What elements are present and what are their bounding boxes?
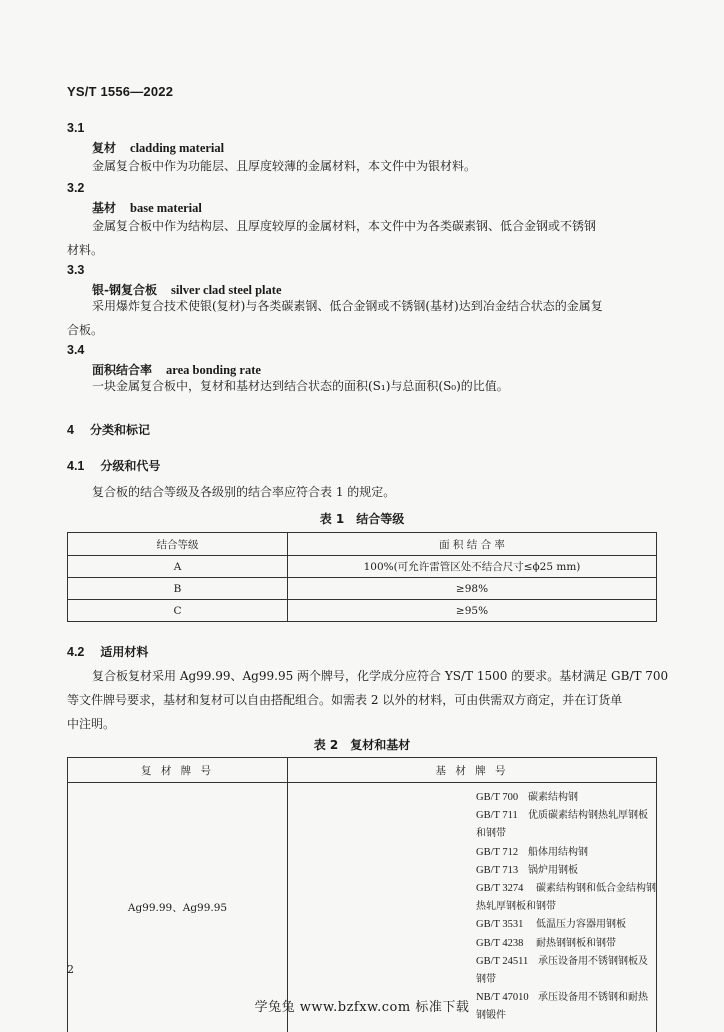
- term-en: base material: [130, 201, 202, 215]
- section-4-2-text-line3: 中注明。: [67, 717, 116, 731]
- watermark-footer: 学兔兔 www.bzfxw.com 标准下载: [254, 1000, 470, 1015]
- table-1-bonding-grade: [67, 532, 657, 622]
- table-header-cell: 结合等级: [68, 533, 288, 556]
- table-header-row: [68, 758, 657, 783]
- section-number: 4: [67, 423, 74, 437]
- section-4-2-heading: [67, 643, 148, 660]
- caption-title: 复材和基材: [350, 738, 411, 752]
- term-3-1-number: 3.1: [67, 121, 85, 135]
- page-number: 2: [67, 963, 74, 976]
- term-3-4-number: 3.4: [67, 343, 85, 357]
- section-4-heading: [67, 421, 150, 438]
- term-en: silver clad steel plate: [170, 283, 282, 297]
- grade-cell: C: [68, 600, 288, 622]
- caption-title: 结合等级: [356, 512, 405, 526]
- rate-cell: 100%(可允许雷管区处不结合尺寸≤ϕ25 mm): [288, 556, 657, 578]
- standard-code: GB/T 700: [476, 792, 519, 803]
- table-1-caption: [0, 510, 724, 527]
- clad-grade-cell: Ag99.99、Ag99.95: [68, 783, 288, 1032]
- list-item: [476, 880, 656, 916]
- base-grade-cell: [288, 783, 657, 1032]
- table-row: [68, 578, 657, 600]
- section-4-1-heading: [67, 457, 160, 474]
- table-header-cell: 面 积 结 合 率: [288, 533, 657, 556]
- standard-name: 耐热钢钢板和钢带: [536, 937, 616, 949]
- standard-name: 锅炉用钢板: [528, 864, 578, 876]
- term-zh: 复材: [92, 141, 117, 155]
- section-4-1-text: 复合板的结合等级及各级别的结合率应符合表 1 的规定。: [92, 485, 396, 499]
- term-3-3-definition-line1: 采用爆炸复合技术使银(复材)与各类碳素钢、低合金钢或不锈钢(基材)达到冶金结合状态的金属复: [92, 299, 603, 313]
- table-2-caption: [0, 736, 724, 753]
- standard-code: GB/T 3274: [476, 883, 524, 895]
- table-row: [68, 556, 657, 578]
- table-row: [68, 783, 657, 1032]
- term-en: cladding material: [130, 141, 225, 155]
- term-3-2-definition-line2: 材料。: [67, 243, 104, 257]
- term-3-1-definition: 金属复合板中作为功能层、且厚度较薄的金属材料，本文件中为银材料。: [92, 159, 477, 173]
- term-3-2-definition-line1: 金属复合板中作为结构层、且厚度较厚的金属材料，本文件中为各类碳素钢、低合金钢或不锈钢: [92, 219, 597, 233]
- list-item: [476, 916, 656, 934]
- term-3-3-number: 3.3: [67, 263, 85, 277]
- section-number: 4.1: [67, 459, 85, 473]
- standard-name: 承压设备用不锈钢和耐热钢锻件: [476, 992, 648, 1022]
- standard-name: 碳素结构钢: [528, 792, 578, 803]
- section-title: 分类和标记: [89, 423, 150, 437]
- standard-name: 优质碳素结构钢热轧厚钢板和钢带: [476, 810, 648, 840]
- list-item: [476, 789, 656, 807]
- section-4-2-text-line2: 等文件牌号要求，基材和复材可以自由搭配组合。如需表 2 以外的材料，可由供需双方商定，并在订货单: [67, 693, 623, 707]
- caption-number: 表 1: [319, 512, 345, 526]
- list-item: [476, 807, 656, 843]
- standard-name: 低温压力容器用钢板: [536, 919, 626, 931]
- table-header-row: [68, 533, 657, 556]
- standard-name: 碳素结构钢和低合金结构钢 热轧厚钢板和钢带: [476, 883, 656, 913]
- list-item: [476, 844, 656, 862]
- table-header-cell: 基 材 牌 号: [288, 758, 657, 783]
- grade-cell: A: [68, 556, 288, 578]
- grade-cell: B: [68, 578, 288, 600]
- term-zh: 银-钢复合板: [92, 283, 157, 297]
- list-item: [476, 935, 656, 953]
- standard-code: GB/T 713: [476, 864, 519, 876]
- standard-code: GB/T 711: [476, 810, 518, 822]
- section-title: 适用材料: [100, 645, 149, 659]
- table-2-clad-and-base: [67, 757, 657, 1032]
- standard-name: 承压设备用不锈钢钢板及钢带: [476, 955, 648, 986]
- table-row: [68, 600, 657, 622]
- term-3-3-definition-line2: 合板。: [67, 323, 104, 337]
- standard-code: GB/T 24511: [476, 955, 529, 967]
- rate-cell: ≥98%: [288, 578, 657, 600]
- term-3-4-definition: 一块金属复合板中，复材和基材达到结合状态的面积(S₁)与总面积(S₀)的比值。: [92, 379, 509, 393]
- caption-number: 表 2: [313, 738, 339, 752]
- section-number: 4.2: [67, 645, 85, 659]
- standard-code: GB/T 712: [476, 846, 519, 858]
- list-item: [476, 953, 656, 989]
- section-title: 分级和代号: [100, 459, 161, 473]
- table-header-cell: 复 材 牌 号: [68, 758, 288, 783]
- base-grade-list: [296, 789, 656, 1026]
- term-3-2-number: 3.2: [67, 181, 85, 195]
- standard-code: GB/T 4238: [476, 937, 524, 949]
- standard-number-header: YS/T 1556—2022: [67, 84, 174, 99]
- standard-name: 船体用结构钢: [528, 846, 588, 858]
- term-en: area bonding rate: [166, 363, 261, 377]
- list-item: [476, 862, 656, 880]
- rate-cell: ≥95%: [288, 600, 657, 622]
- term-zh: 基材: [92, 201, 117, 215]
- standard-code: GB/T 3531: [476, 919, 524, 931]
- section-4-2-text-line1: 复合板复材采用 Ag99.99、Ag99.95 两个牌号，化学成分应符合 YS/T 1500 的要求。基材满足 GB/T 700: [92, 669, 669, 683]
- standard-code: NB/T 47010: [476, 992, 529, 1004]
- term-zh: 面积结合率: [92, 363, 153, 377]
